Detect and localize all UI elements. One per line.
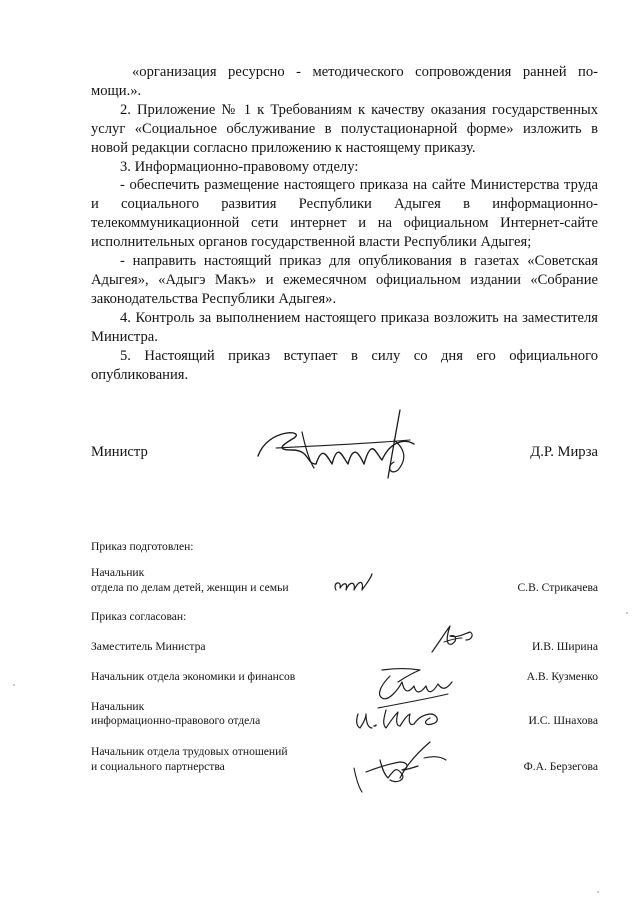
approver-4-role-line-1: Начальник отдела трудовых отношений [91, 745, 288, 758]
approver-4-name: Ф.А. Берзегова [523, 760, 598, 773]
approver-3-role-line-1: Начальник [91, 700, 145, 713]
approver-4-role-line-2: и социального партнерства [91, 760, 225, 773]
prepared-name: С.В. Стрикачева [517, 581, 598, 594]
scan-speck [626, 612, 628, 614]
approver-3-signature [352, 704, 452, 734]
paragraph-item-4: 4. Контроль за выполнением настоящего приказа возложить на заместителя Министра. [91, 309, 598, 345]
approver-2-role: Начальник отдела экономики и финансов [91, 670, 296, 683]
preparer-signature [330, 570, 380, 600]
minister-title: Министр [91, 444, 148, 460]
paragraph-continuation: «организация ресурсно - методического сопровождения ранней по-мощи.». [91, 64, 598, 99]
prepared-role-line-2: отдела по делам детей, женщин и семьи [91, 581, 289, 594]
prepared-heading: Приказ подготовлен: [91, 540, 194, 553]
scan-speck [13, 684, 15, 686]
approver-2-name: А.В. Кузменко [526, 670, 598, 683]
scan-speck [597, 891, 599, 893]
paragraph-item-5: 5. Настоящий приказ вступает в силу со дня его официального опубликования. [91, 347, 598, 383]
paragraph-item-3-publish-site: - обеспечить размещение настоящего приказа на сайте Министерства труда и социального развития Республики Адыгея в информационно-телекоммуникационной сети интернет и на официальном Интернет-сайте исполнительных органов государственной власти Республики Адыгея; [91, 177, 598, 251]
paragraph-item-3-publish-press: - направить настоящий приказ для опубликования в газетах «Советская Адыгея», «Адыгэ Макъ» и ежемесячном официальном издании «Собрание законодательства Республики Адыгея». [91, 253, 598, 307]
approver-3-role-line-2: информационно-правового отдела [91, 714, 261, 727]
paragraph-item-2: 2. Приложение № 1 к Требованиям к качеству оказания государственных услуг «Социальное обслуживание в полустационарной форме» изложить в новой редакции согласно приложению к настоящему приказу. [91, 101, 598, 156]
paragraph-item-3: 3. Информационно-правовому отделу: [120, 158, 359, 175]
prepared-role-line-1: Начальник [91, 566, 145, 579]
approver-4-signature [346, 738, 456, 798]
approver-1-signature [424, 622, 484, 658]
approved-heading: Приказ согласован: [91, 610, 187, 623]
minister-name: Д.Р. Мирза [530, 444, 598, 460]
approver-3-name: И.С. Шнахова [528, 714, 598, 727]
approver-1-name: И.В. Ширина [531, 640, 598, 653]
minister-signature [244, 404, 440, 494]
order-body-text [91, 63, 598, 384]
approver-1-role: Заместитель Министра [91, 640, 206, 653]
